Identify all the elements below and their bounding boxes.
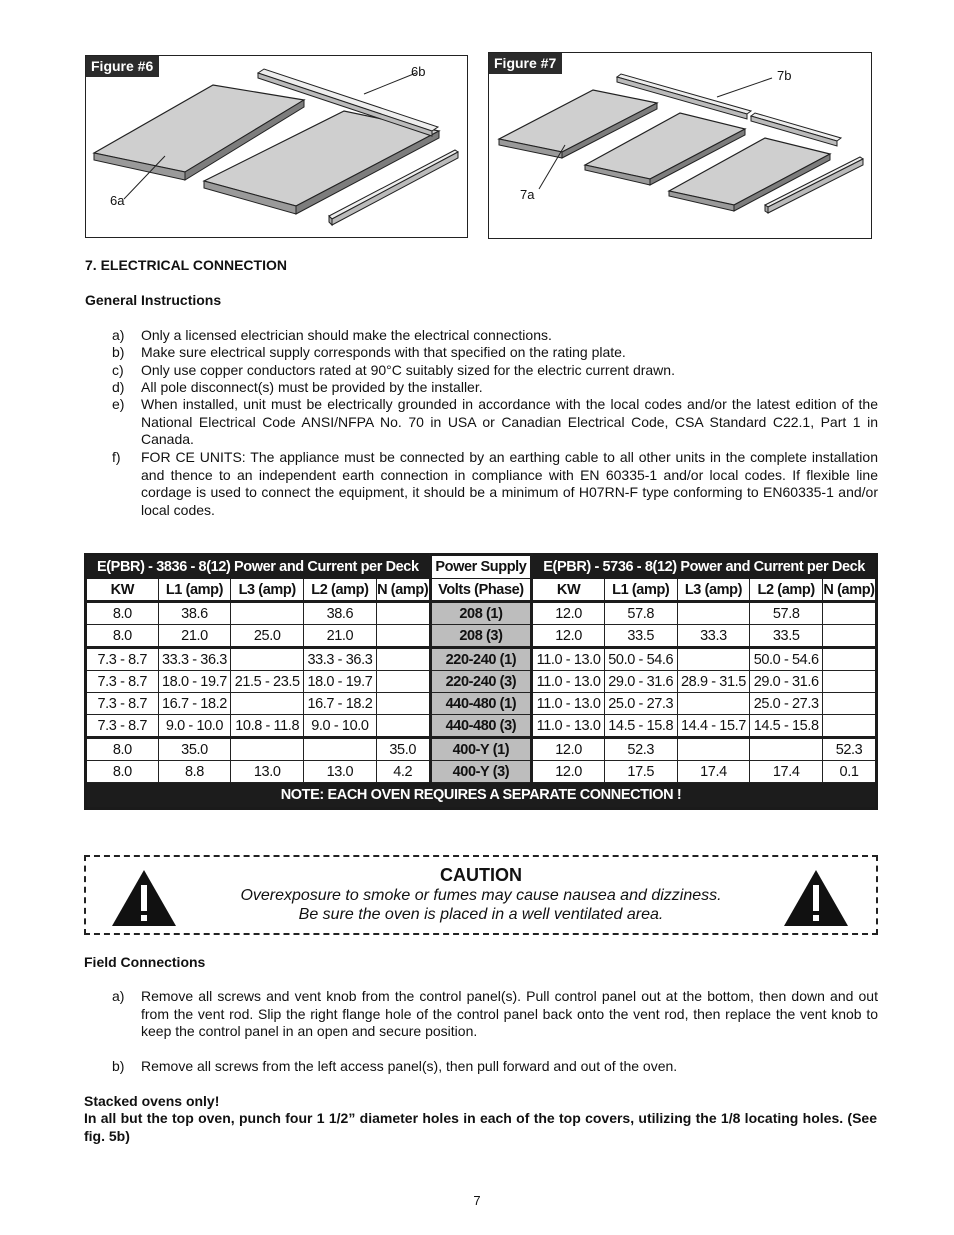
table-cell: 18.0 - 19.7 [158,671,231,693]
power-current-table [84,553,878,810]
voltage-cell: 440-480 (1) [430,693,532,715]
table-cell [823,693,877,715]
voltage-cell: 208 (1) [430,602,532,625]
table-cell: 12.0 [532,625,605,648]
general-item-f [112,449,878,521]
table-cell [376,671,430,693]
figure-7 [488,52,872,239]
table-cell: 21.0 [158,625,231,648]
figure-7-drawing [489,53,871,238]
figure-6-drawing [86,56,467,237]
voltage-cell: 220-240 (3) [430,671,532,693]
caution-line-2: Be sure the oven is placed in a well ventilated area. [298,906,664,923]
table-cell: 28.9 - 31.5 [677,671,750,693]
table-cell: 33.5 [604,625,677,648]
column-header: L1 (amp) [604,579,677,602]
table-row [86,693,877,715]
separate-connection-note: NOTE: EACH OVEN REQUIRES A SEPARATE CONNECTION ! [86,783,877,809]
table-row [86,671,877,693]
table-cell: 57.8 [750,602,823,625]
column-header: Volts (Phase) [430,579,532,602]
column-header: N (amp) [823,579,877,602]
general-item-a [112,327,878,345]
column-header: L3 (amp) [231,579,304,602]
table-cell [750,738,823,761]
table-row [86,761,877,783]
figure-6 [85,55,468,238]
table-cell: 17.5 [604,761,677,783]
table-row [86,602,877,625]
table-cell: 12.0 [532,602,605,625]
table-cell: 4.2 [376,761,430,783]
column-header: L2 (amp) [304,579,377,602]
caution-title: CAUTION [440,865,522,885]
table-cell: 52.3 [823,738,877,761]
item-label: d) [112,379,125,395]
item-text: Only use copper conductors rated at 90°C suitably sized for the electric current drawn. [141,362,675,378]
table-cell: 35.0 [376,738,430,761]
table-cell: 10.8 - 11.8 [231,715,304,738]
table-row [86,625,877,648]
voltage-cell: 440-480 (3) [430,715,532,738]
table-cell: 14.5 - 15.8 [750,715,823,738]
table-cell [677,738,750,761]
table-cell [823,625,877,648]
general-instructions-heading: General Instructions [85,292,222,308]
table-cell: 17.4 [750,761,823,783]
callout-7b: 7b [777,68,792,83]
table-cell: 0.1 [823,761,877,783]
table-cell: 8.8 [158,761,231,783]
field-item-b [112,1058,878,1076]
general-item-d [112,379,878,397]
table-cell [376,693,430,715]
table-cell: 38.6 [304,602,377,625]
table-cell: 29.0 - 31.6 [604,671,677,693]
column-header: L3 (amp) [677,579,750,602]
caution-box [84,855,878,935]
table-note-row [86,783,877,809]
table-cell [304,738,377,761]
voltage-cell: 400-Y (1) [430,738,532,761]
table-cell: 35.0 [158,738,231,761]
voltage-cell: 208 (3) [430,625,532,648]
table-cell: 21.5 - 23.5 [231,671,304,693]
power-supply-title: Power Supply [430,555,532,579]
table-cell: 25.0 - 27.3 [604,693,677,715]
table-cell [231,648,304,671]
item-text: When installed, unit must be electrically grounded in accordance with the local codes and/or the latest edition of the National Electrical Code ANSI/NFPA No. 70 in USA or Canadian Electrical Code, CSA Standard C22.1, Part 1 in Canada. [141,396,878,447]
table-cell [823,715,877,738]
figure-tag: Figure #6 [86,56,159,77]
table-cell: 25.0 [231,625,304,648]
table-cell [376,715,430,738]
voltage-cell: 400-Y (3) [430,761,532,783]
general-item-e [112,396,878,450]
table-cell [823,602,877,625]
table-cell: 16.7 - 18.2 [304,693,377,715]
table-cell: 11.0 - 13.0 [532,648,605,671]
table-cell [231,738,304,761]
field-connections-heading: Field Connections [84,954,206,970]
table-cell: 12.0 [532,738,605,761]
page-number: 7 [473,1193,481,1208]
table-cell: 50.0 - 54.6 [604,648,677,671]
table-cell [677,648,750,671]
table-cell: 8.0 [86,761,159,783]
table-cell: 38.6 [158,602,231,625]
item-label: f) [112,449,121,465]
table-row [86,648,877,671]
callout-6a: 6a [110,193,125,208]
table-title-row [86,555,877,579]
item-label: a) [112,327,125,343]
table-cell: 29.0 - 31.6 [750,671,823,693]
table-cell: 57.8 [604,602,677,625]
table-cell [677,693,750,715]
general-item-c [112,362,878,380]
table-cell: 8.0 [86,738,159,761]
table-cell: 7.3 - 8.7 [86,671,159,693]
table-cell: 14.4 - 15.7 [677,715,750,738]
column-header: N (amp) [376,579,430,602]
table-cell: 50.0 - 54.6 [750,648,823,671]
table-row [86,715,877,738]
item-label: b) [112,1058,125,1074]
item-label: e) [112,396,125,412]
section-title: 7. ELECTRICAL CONNECTION [85,257,287,273]
table-cell: 16.7 - 18.2 [158,693,231,715]
figure-tag: Figure #7 [489,53,562,74]
table-cell [376,602,430,625]
table-cell: 18.0 - 19.7 [304,671,377,693]
item-text: Remove all screws from the left access panel(s), then pull forward and out of the oven. [141,1058,678,1074]
table-cell: 7.3 - 8.7 [86,715,159,738]
callout-6b: 6b [411,64,426,79]
table-cell: 17.4 [677,761,750,783]
table-cell [231,693,304,715]
field-item-a [112,988,878,1042]
item-text: Make sure electrical supply corresponds with that specified on the rating plate. [141,344,626,360]
item-text: Remove all screws and vent knob from the control panel(s). Pull control panel out at the bottom, then down and out from the vent rod. Slip the right flange hole of the control panel back onto the vent rod, then replace the vent knob to keep the control panel in an open and secure position. [141,988,878,1039]
table-cell: 33.5 [750,625,823,648]
item-label: a) [112,988,125,1004]
general-item-b [112,344,878,362]
item-label: c) [112,362,124,378]
table-cell: 25.0 - 27.3 [750,693,823,715]
table-cell: 11.0 - 13.0 [532,671,605,693]
column-header: L2 (amp) [750,579,823,602]
table-cell [677,602,750,625]
table-cell [823,648,877,671]
table-cell: 14.5 - 15.8 [604,715,677,738]
table-cell: 8.0 [86,625,159,648]
table-cell [231,602,304,625]
table-cell: 7.3 - 8.7 [86,648,159,671]
table-cell: 13.0 [304,761,377,783]
table-cell: 9.0 - 10.0 [158,715,231,738]
table-cell: 8.0 [86,602,159,625]
voltage-cell: 220-240 (1) [430,648,532,671]
callout-7a: 7a [520,187,535,202]
item-text: All pole disconnect(s) must be provided by the installer. [141,379,483,395]
table-cell: 11.0 - 13.0 [532,715,605,738]
column-header: KW [86,579,159,602]
table-header-row [86,579,877,602]
left-model-title: E(PBR) - 3836 - 8(12) Power and Current per Deck [86,555,431,579]
column-header: KW [532,579,605,602]
table-cell: 52.3 [604,738,677,761]
table-cell: 33.3 [677,625,750,648]
table-cell [376,648,430,671]
table-cell: 13.0 [231,761,304,783]
caution-line-1: Overexposure to smoke or fumes may cause nausea and dizziness. [240,887,722,904]
stacked-heading: Stacked ovens only! [84,1093,220,1109]
table-cell: 7.3 - 8.7 [86,693,159,715]
table-cell: 21.0 [304,625,377,648]
table-cell: 11.0 - 13.0 [532,693,605,715]
column-header: L1 (amp) [158,579,231,602]
table-cell: 33.3 - 36.3 [304,648,377,671]
table-cell: 33.3 - 36.3 [158,648,231,671]
table-cell: 9.0 - 10.0 [304,715,377,738]
item-label: b) [112,344,125,360]
table-cell [823,671,877,693]
right-model-title: E(PBR) - 5736 - 8(12) Power and Current per Deck [532,555,877,579]
table-row [86,738,877,761]
item-text: Only a licensed electrician should make the electrical connections. [141,327,552,343]
table-cell [376,625,430,648]
stacked-instruction: In all but the top oven, punch four 1 1/2” diameter holes in each of the top covers, utilizing the 1/8 locating holes. (See fig. 5b) [84,1110,877,1144]
item-text: FOR CE UNITS: The appliance must be connected by an earthing cable to all other units in the complete installation and thence to an independent earth connection in compliance with EN 60335-1 and/or local codes. If flexible line cordage is used to connect the equipment, it should be a minimum of H07RN-F type conforming to EN60335-1 and/or local codes. [141,449,878,518]
table-cell: 12.0 [532,761,605,783]
